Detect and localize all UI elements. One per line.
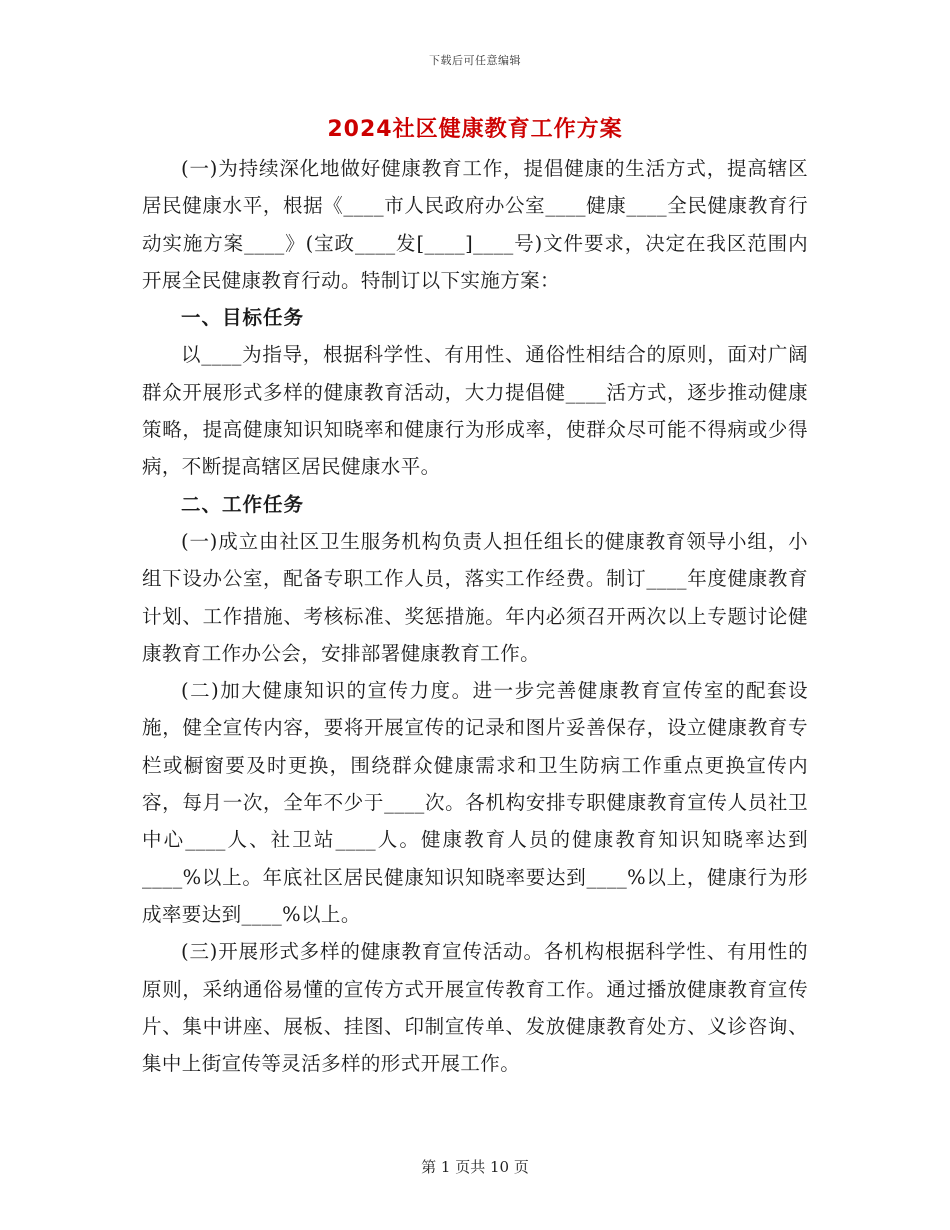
task-paragraph-3: (三)开展形式多样的健康教育宣传活动。各机构根据科学性、有用性的原则，采纳通俗易懂的宣传方式开展宣传教育工作。通过播放健康教育宣传片、集中讲座、展板、挂图、印制宣传单、发放健康教育处方、义诊咨询、集中上街宣传等灵活多样的形式开展工作。: [142, 940, 808, 1076]
section-heading-tasks: 二、工作任务: [181, 492, 305, 516]
document-title: 2024社区健康教育工作方案: [327, 117, 623, 142]
task-paragraph-1: (一)成立由社区卫生服务机构负责人担任组长的健康教育领导小组，小组下设办公室，配备专职工作人员，落实工作经费。制订____年度健康教育计划、工作措施、考核标准、奖惩措施。年内必须召开两次以上专题讨论健康教育工作办公会，安排部署健康教育工作。: [142, 529, 808, 665]
page-footer: 第 1 页共 10 页: [421, 1158, 529, 1176]
intro-paragraph: (一)为持续深化地做好健康教育工作，提倡健康的生活方式，提高辖区居民健康水平，根据《____市人民政府办公室____健康____全民健康教育行动实施方案____》(宝政____发[____]____号)文件要求，决定在我区范围内开展全民健康教育行动。特制订以下实施方案：: [142, 157, 808, 292]
section-heading-goals: 一、目标任务: [181, 306, 305, 330]
goals-paragraph: 以____为指导，根据科学性、有用性、通俗性相结合的原则，面对广阔群众开展形式多样的健康教育活动，大力提倡健____活方式，逐步推动健康策略，提高健康知识知晓率和健康行为形成率，使群众尽可能不得病或少得病，不断提高辖区居民健康水平。: [142, 343, 808, 479]
task-paragraph-2: (二)加大健康知识的宣传力度。进一步完善健康教育宣传室的配套设施，健全宣传内容，要将开展宣传的记录和图片妥善保存，设立健康教育专栏或橱窗要及时更换，围绕群众健康需求和卫生防病工作重点更换宣传内容，每月一次，全年不少于____次。各机构安排专职健康教育宣传人员社卫中心____人、社卫站____人。健康教育人员的健康教育知识知晓率达到____%以上。年底社区居民健康知识知晓率要达到____%以上，健康行为形成率要达到____%以上。: [142, 679, 808, 926]
header-note: 下载后可任意编辑: [429, 54, 521, 67]
document-body: [142, 150, 808, 1082]
